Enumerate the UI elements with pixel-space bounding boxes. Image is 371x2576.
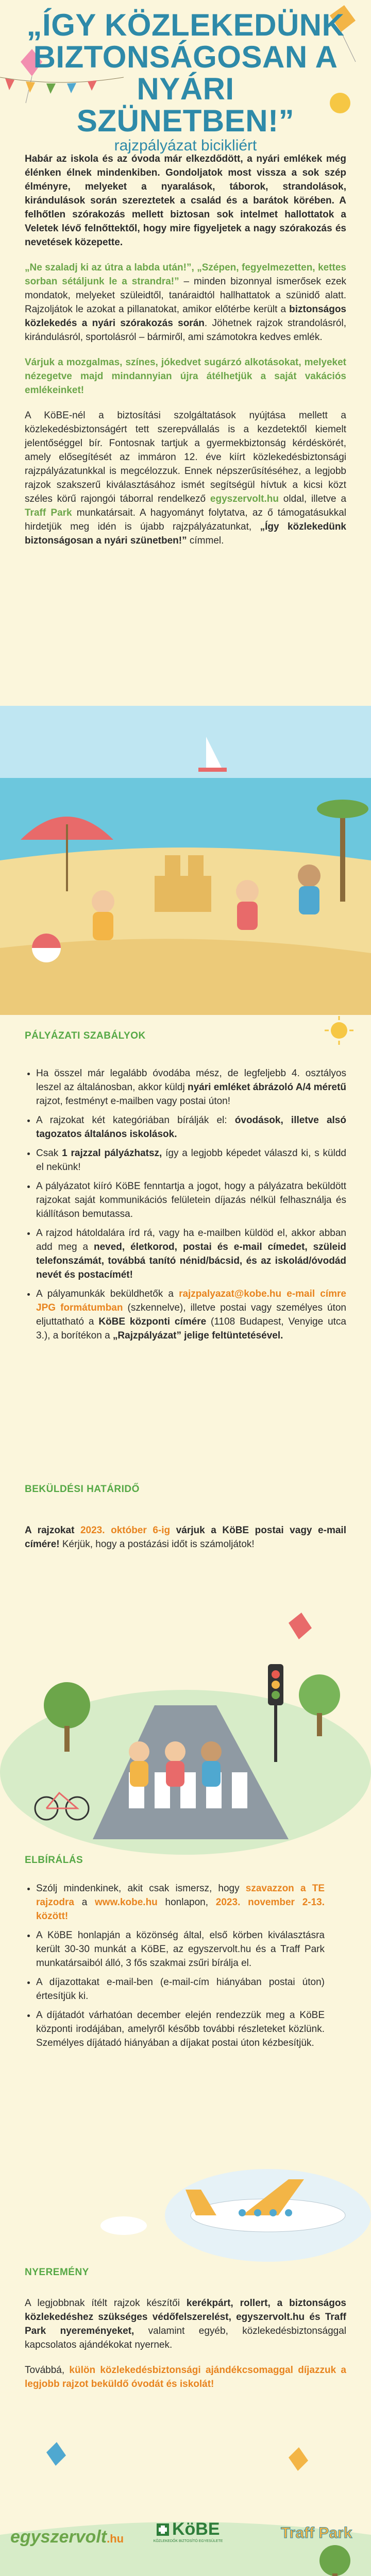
footer — [0, 2432, 371, 2576]
traffpark-logo-text: Traff Park — [281, 2524, 352, 2541]
page-title-line2: BIZTONSÁGOSAN A NYÁRI — [33, 40, 338, 106]
judging-item: • A díjazottakat e-mail-ben (e-mail-cím hiányában postai úton) értesítjük ki. — [36, 1975, 325, 2003]
prizes-text: A legjobbnak ítélt rajzok készítői — [25, 2298, 187, 2309]
footer-scene — [0, 2432, 371, 2576]
kite-icon — [289, 1613, 312, 1639]
page-subtitle: rajzpályázat bicikliért — [114, 137, 257, 154]
kobe-shield-icon — [156, 2523, 170, 2536]
egyszervolt-link[interactable]: egyszervolt.hu — [210, 494, 279, 504]
rule-item: • A rajzod hátoldalára írd rá, vagy ha e-mailben küldöd el, akkor abban add meg a neved, életkorod, postai és e-mail címedet, szüleid telefonszámát, továbbá tanító nénid/bácsid, és az iskolád/óvodád nevét és postacímét! — [36, 1226, 346, 1282]
beach-ball-icon — [32, 934, 61, 962]
egyszervolt-logo-text: egyszervolt — [10, 2527, 107, 2547]
rule-item: • A rajzokat két kategóriában bírálják el: óvodások, illetve alsó tagozatos általános iskolások. — [36, 1113, 346, 1141]
deadline-heading: BEKÜLDÉSI HATÁRIDŐ — [25, 1484, 140, 1495]
intro-text: A KöBE-nél a biztosítási szolgáltatások nyújtása mellett a közlekedésbiztonságért tett szerepvállalás is a kezdetektől kiemelt jelentőséggel bír. Fontosnak tartjuk a gyermekbiztonság kérdéskörét, amely elősegítését az immáron 12. éve kiírt közlekedésbiztonsági rajzpályázatunkkal is megcélozzuk. Ennek népszerűsítéséhez, a legjobb rajzok szakszerű kiválasztásához ismét segítségül hívtuk a kicsi közt széles körű rajongói táborral rendelkező — [25, 410, 346, 504]
page-title-line1: „ÍGY KÖZLEKEDÜNK — [26, 8, 345, 42]
judging-item: • A díjátadót várhatóan december elején rendezzük meg a KöBE központi irodájában, amelyről később további részleteket közlünk. Személyes díjátadó hiányában a díjakat postai úton kézbesítjük. — [36, 2008, 325, 2050]
beach-scene — [0, 706, 371, 1015]
judging-item: • Szólj mindenkinek, akit csak ismersz, hogy szavazzon a TE rajzodra a www.kobe.hu honlapon, 2023. november 2-13. között! — [36, 1882, 325, 1923]
sun-icon — [324, 1015, 355, 1046]
child-figure-icon — [165, 1741, 185, 1787]
contest-title: „Így közlekedünk biztonságosan a nyári szünetben!” — [25, 521, 346, 546]
prizes-text: valamint egyéb, közlekedésbiztonsággal kapcsolatos ajándékokat nyernek. — [25, 2326, 346, 2350]
child-figure-icon — [236, 880, 259, 930]
intro-text: – minden bizonnyal ismerősek ezek mondatok, melyeket szüleidtől, tanáraidtól hallhattatok a szünidő alatt. Rajzoljátok le azokat a pillanatokat, amikor előtérbe került a — [25, 276, 347, 315]
rule-item: • A pályázatot kiíró KöBE fenntartja a jogot, hogy a pályázatra beküldött rajzokat saját kommunikációs felületein díjazás nélkül felhasználja és kiállításon bemutassa. — [36, 1179, 346, 1221]
prizes-list: kerékpárt, rollert, a biztonságos közlekedéshez szükséges védőfelszerelést, egyszervolt.hu és Traff Park nyereményeket, — [25, 2298, 347, 2336]
deadline-date: 2023. október 6-ig — [80, 1525, 171, 1536]
judging-item: • A KöBE honlapján a közönség által, első körben kiválasztásra került 30-30 munkát a KöBE, az egyszervolt.hu és a Traff Park munkatársaiból álló, 3 fős szakmai zsűri bírálja el. — [36, 1928, 325, 1970]
kobe-logo-text: KöBE — [172, 2519, 220, 2539]
deadline-text — [25, 1523, 346, 1551]
deadline-text-part: A rajzokat — [25, 1525, 80, 1536]
intro-text: munkatársait. A hagyományt folytatva, az ő támogatásukkal hirdetjük meg idén is újabb rajzpályázatunkat, — [25, 507, 346, 532]
deadline-text-part: várjuk a KöBE postai vagy e-mail címére! — [25, 1525, 346, 1550]
rules-heading: PÁLYÁZATI SZABÁLYOK — [25, 1030, 146, 1041]
prizes-paragraph-2 — [25, 2363, 346, 2391]
prizes-text: Továbbá, — [25, 2365, 70, 2376]
judging-heading: ELBÍRÁLÁS — [25, 1855, 83, 1866]
child-figure-icon — [92, 890, 114, 940]
child-figure-icon — [298, 865, 321, 914]
tree-icon — [319, 2545, 350, 2576]
intro-paragraph-4 — [25, 409, 346, 548]
prizes-paragraph-1 — [25, 2296, 346, 2352]
traffpark-logo — [281, 2524, 352, 2542]
prizes-section — [25, 2267, 346, 2402]
intro-text: oldal, illetve a — [278, 494, 347, 504]
title-block — [0, 9, 371, 155]
egyszervolt-logo-tld: .hu — [107, 2532, 124, 2545]
page-title-line3: SZÜNETBEN!” — [76, 104, 295, 138]
rule-item: • Csak 1 rajzzal pályázhatsz, így a legjobb képedet válaszd ki, s küldd el nekünk! — [36, 1146, 346, 1174]
kite-icon — [46, 2442, 66, 2466]
intro-text: . Jöhetnek rajzok strandolásról, kirándulásról, sportolásról – bármiről, ami számotokra kedves emlék. — [25, 318, 346, 343]
street-illustration — [0, 1602, 371, 1839]
intro-paragraph-2 — [25, 261, 346, 344]
header — [0, 0, 371, 154]
street-scene — [0, 1602, 371, 1839]
egyszervolt-logo — [10, 2527, 124, 2547]
quote-text: „Ne szaladj ki az útra a labda után!”, „Szépen, fegyelmezetten, kettes sorban sétáljunk le a strandra!” — [25, 262, 346, 287]
rules-section — [25, 1030, 346, 1348]
intro-paragraph-1: Habár az iskola és az óvoda már elkezdődött, a nyári emlékek még élénken élnek mindenkiben. Gondoljatok most vissza a sok szép élményre, melyeket a nyaralások, táborok, strandolások, kirándulások során szereztetek a család és a barátok körében. A felhőtlen szórakozás mellett biztosan sok intelmet hallottatok a Veletek lévő felnőttektől, hogy mire figyeljetek a nagy szórakozás és nevetések közepette. — [25, 154, 346, 248]
plane-scene — [0, 2138, 371, 2267]
intro-paragraph-3: Várjuk a mozgalmas, színes, jókedvet sugárzó alkotásokat, melyeket nézegetve majd mindannyian újra átélhetjük a saját vakációs emlékeinket! — [25, 357, 346, 396]
rules-heading-row — [25, 1030, 346, 1051]
plane-illustration — [0, 2138, 371, 2267]
beach-illustration — [0, 706, 371, 1015]
judging-list — [25, 1882, 325, 2050]
intro — [25, 152, 346, 559]
rule-item: • A pályamunkák beküldhetők a rajzpalyazat@kobe.hu e-mail címre JPG formátumban (szkennelve), illetve postai vagy személyes úton eljuttatható a KöBE központi címére (1108 Budapest, Venyige utca 3.), a borítékon a „Rajzpályázat” jelige feltüntetésével. — [36, 1287, 346, 1343]
kobe-logo-subtitle: KÖZLEKEDŐK BIZTOSÍTÓ EGYESÜLETE — [153, 2539, 223, 2543]
kite-icon — [289, 2447, 308, 2471]
kobe-link[interactable]: www.kobe.hu — [95, 1897, 158, 1908]
cloud-icon — [100, 2216, 147, 2235]
judging-section — [25, 1855, 346, 2055]
deadline-text-part: Kérjük, hogy a postázási időt is számoljátok! — [59, 1539, 255, 1550]
deadline-section — [25, 1484, 346, 1563]
traffpark-name: Traff Park — [25, 507, 72, 518]
intro-text: címmel. — [187, 535, 224, 546]
kobe-logo — [147, 2519, 229, 2543]
intro-highlight: biztonságos közlekedés a nyári szórakozás során — [25, 304, 346, 329]
child-figure-icon — [129, 1741, 149, 1787]
prizes-highlight: külön közlekedésbiztonsági ajándékcsomaggal díjazzuk a legjobb rajzot beküldő óvodát és iskolát! — [25, 2365, 346, 2389]
child-figure-icon — [201, 1741, 222, 1787]
rules-list — [25, 1066, 346, 1343]
rule-item: • Ha összel már legalább óvodába mész, de legfeljebb 4. osztályos leszel az általánosban, akkor küldj nyári emléket ábrázoló A/4 méretű rajzot, festményt e-mailben vagy postai úton! — [36, 1066, 346, 1108]
prizes-heading: NYEREMÉNY — [25, 2267, 89, 2278]
